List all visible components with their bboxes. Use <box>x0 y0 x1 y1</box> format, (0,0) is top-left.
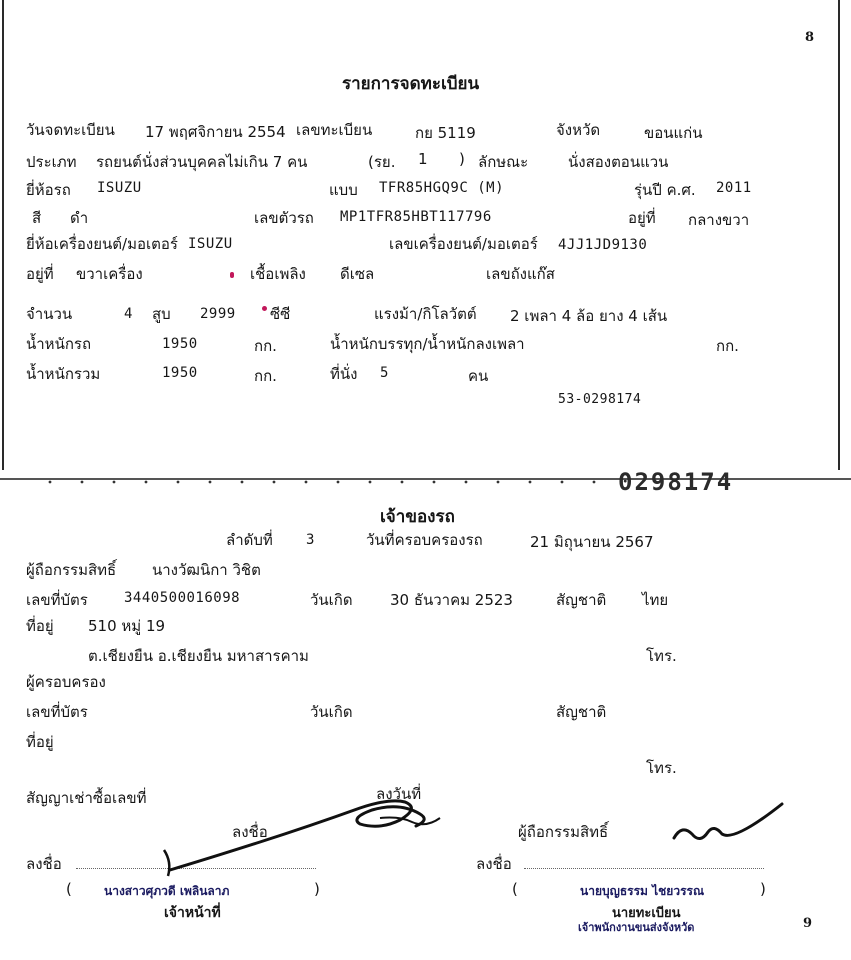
right-page-edge-top <box>838 0 840 470</box>
officer-name-stamp: นางสาวศุภวดี เพลินลาภ <box>104 884 230 898</box>
gross-weight-value: 1950 <box>162 365 198 381</box>
owner-signature-title: ผู้ถือกรรมสิทธิ์ <box>518 823 609 841</box>
possessor-nationality-label: สัญชาติ <box>556 703 607 721</box>
load-weight-label: น้ำหนักบรรทุก/น้ำหนักลงเพลา <box>330 335 525 353</box>
officer-paren-open: ( <box>66 880 72 898</box>
seats-value: 5 <box>380 365 389 381</box>
gas-tank-label: เลขถังแก๊ส <box>486 265 555 283</box>
model-value: TFR85HGQ9C (M) <box>379 180 505 196</box>
owner-name-value: นางวัฒนิกา วิชิต <box>152 561 261 579</box>
reg-date-value: 17 พฤศจิกายน 2554 <box>145 123 286 141</box>
possessor-telephone-label: โทร. <box>646 759 677 777</box>
gross-weight-unit: กก. <box>254 367 277 385</box>
owner-signature-icon <box>664 798 794 858</box>
year-label: รุ่นปี ค.ศ. <box>634 181 696 199</box>
brand-value: ISUZU <box>97 180 142 196</box>
style-label: ลักษณะ <box>478 153 529 171</box>
left-page-edge-top <box>2 0 4 470</box>
telephone-label: โทร. <box>646 647 677 665</box>
possession-date-value: 21 มิถุนายน 2567 <box>530 533 654 551</box>
possessor-dob-label: วันเกิด <box>310 703 353 721</box>
count-label: จำนวน <box>26 305 73 323</box>
axle-tire-value: 2 เพลา 4 ล้อ ยาง 4 เส้น <box>510 307 668 325</box>
officer-sign-label: ลงชื่อ <box>26 855 62 873</box>
contract-date-label: ลงวันที่ <box>376 785 422 803</box>
officer-signature-icon <box>150 780 610 890</box>
province-label: จังหวัด <box>556 121 601 139</box>
page-number-top: 8 <box>805 30 815 45</box>
type-label: ประเภท <box>26 153 77 171</box>
engine-brand-value: ISUZU <box>188 236 233 252</box>
order-label: ลำดับที่ <box>226 531 273 549</box>
chassis-location-value: กลางขวา <box>688 211 750 229</box>
dob-label: วันเกิด <box>310 591 353 609</box>
weight-unit: กก. <box>254 337 277 355</box>
count-value: 4 <box>124 306 133 322</box>
owner-label: ผู้ถือกรรมสิทธิ์ <box>26 561 117 579</box>
horsepower-label: แรงม้า/กิโลวัตต์ <box>374 305 477 323</box>
nationality-label: สัญชาติ <box>556 591 607 609</box>
registration-title: รายการจดทะเบียน <box>342 74 480 94</box>
engine-number-value: 4JJ1JD9130 <box>558 237 648 253</box>
registrar-department: เจ้าพนักงานขนส่งจังหวัด <box>578 921 695 934</box>
order-value: 3 <box>306 532 315 548</box>
registrar-paren-close: ) <box>760 880 766 898</box>
brand-label: ยี่ห้อรถ <box>26 181 71 199</box>
chassis-label: เลขตัวรถ <box>254 209 314 227</box>
fuel-value: ดีเซล <box>340 265 375 283</box>
chassis-value: MP1TFR85HBT117796 <box>340 209 492 225</box>
registrar-sign-label: ลงชื่อ <box>476 855 512 873</box>
owner-sign-label: ลงชื่อ <box>232 823 268 841</box>
rs-open: (รย. <box>368 153 396 171</box>
year-value: 2011 <box>716 180 752 196</box>
id-number-value: 3440500016098 <box>124 590 241 606</box>
engine-location-label: อยู่ที่ <box>26 265 54 283</box>
decorative-comma-mark <box>230 272 234 278</box>
load-weight-unit: กก. <box>716 337 739 355</box>
address-label: ที่อยู่ <box>26 617 54 635</box>
possessor-address-label: ที่อยู่ <box>26 733 54 751</box>
registrar-title: นายทะเบียน <box>612 906 681 921</box>
plate-value: กย 5119 <box>415 124 476 142</box>
color-value: ดำ <box>70 209 89 227</box>
registrar-paren-open: ( <box>512 880 518 898</box>
province-value: ขอนแก่น <box>644 124 703 142</box>
rs-close: ) <box>459 150 465 168</box>
id-number-label: เลขที่บัตร <box>26 591 88 609</box>
reg-date-label: วันจดทะเบียน <box>26 121 115 139</box>
dob-value: 30 ธันวาคม 2523 <box>390 591 513 609</box>
possessor-id-label: เลขที่บัตร <box>26 703 88 721</box>
engine-location-value: ขวาเครื่อง <box>76 265 143 283</box>
page-number-bottom: 9 <box>803 916 813 931</box>
color-label: สี <box>32 209 42 227</box>
cc-value: 2999 <box>200 306 236 322</box>
serial-number-stamp: 0298174 <box>618 468 734 496</box>
persons-label: คน <box>468 367 489 385</box>
model-label: แบบ <box>329 181 358 199</box>
possession-date-label: วันที่ครอบครองรถ <box>366 531 483 549</box>
nationality-value: ไทย <box>642 591 669 609</box>
rs-value: 1 <box>418 150 428 168</box>
document-number: 53-0298174 <box>558 392 642 407</box>
owner-title: เจ้าของรถ <box>380 507 455 527</box>
cylinder-label: สูบ <box>152 305 171 323</box>
seats-label: ที่นั่ง <box>330 365 358 383</box>
contract-label: สัญญาเช่าซื้อเลขที่ <box>26 789 147 807</box>
registrar-name-stamp: นายบุญธรรม ไชยวรรณ <box>580 884 705 898</box>
plate-label: เลขทะเบียน <box>296 121 373 139</box>
officer-title: เจ้าหน้าที่ <box>164 905 221 921</box>
engine-brand-label: ยี่ห้อเครื่องยนต์/มอเตอร์ <box>26 235 178 253</box>
gross-weight-label: น้ำหนักรวม <box>26 365 101 383</box>
fuel-label: เชื้อเพลิง <box>250 265 306 283</box>
address-line2: ต.เชียงยืน อ.เชียงยืน มหาสารคาม <box>88 647 309 665</box>
weight-label: น้ำหนักรถ <box>26 335 92 353</box>
address-line1: 510 หมู่ 19 <box>88 617 166 635</box>
type-value: รถยนต์นั่งส่วนบุคคลไม่เกิน 7 คน <box>96 153 308 171</box>
cc-label: ซีซี <box>270 305 291 323</box>
decorative-pink-dot <box>262 306 267 311</box>
possessor-label: ผู้ครอบครอง <box>26 673 106 691</box>
officer-paren-close: ) <box>314 880 320 898</box>
engine-number-label: เลขเครื่องยนต์/มอเตอร์ <box>389 235 538 253</box>
weight-value: 1950 <box>162 336 198 352</box>
chassis-location-label: อยู่ที่ <box>628 209 656 227</box>
style-value: นั่งสองตอนแวน <box>568 153 669 171</box>
